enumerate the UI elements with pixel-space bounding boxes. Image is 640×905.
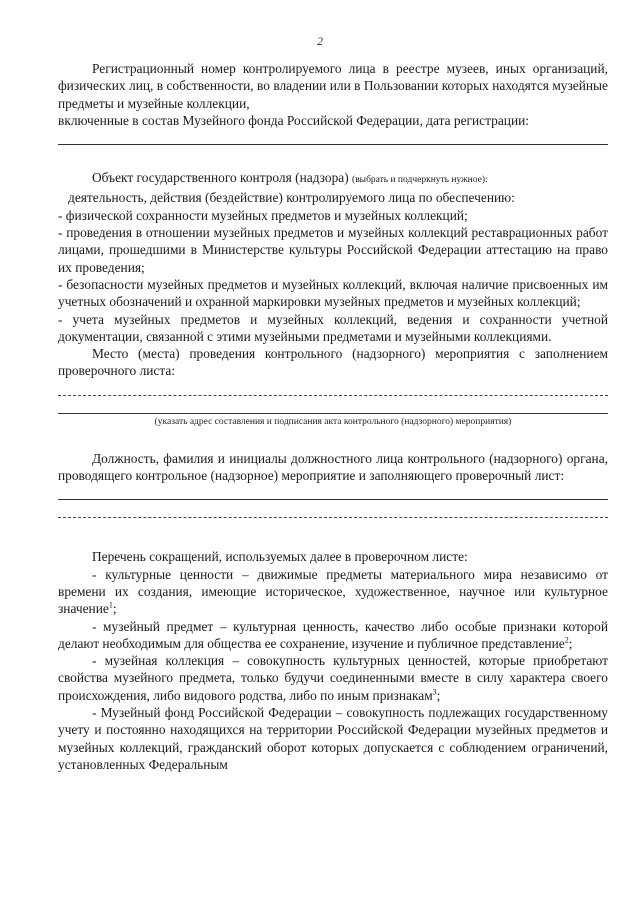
control-object-item: - проведения в отношении музейных предметов и музейных коллекций реставрационных работ лицами, прошедшими в Министерстве культуры Российской Федерации аттестацию на право их проведения; bbox=[58, 225, 608, 275]
official-blank-line[interactable] bbox=[58, 484, 608, 500]
control-object-item: - учета музейных предметов и музейных коллекций, ведения и сохранности учетной документации, связанной с этими музейными предметами и музейными коллекциями. bbox=[58, 311, 608, 344]
control-object-note: (выбрать и подчеркнуть нужное): bbox=[352, 175, 488, 186]
control-object-title: Объект государственного контроля (надзора) bbox=[92, 170, 349, 186]
registration-blank-line[interactable] bbox=[58, 129, 608, 145]
abbreviation-item: - Музейный фонд Российской Федерации – совокупность подлежащих государственному учету и постоянно находящихся на территории Российской Федерации музейных предметов и музейных коллекций, гражданский оборот которых допускается с соблюдением ограничений, установленных Федеральным bbox=[58, 705, 608, 772]
control-object-item: - физической сохранности музейных предметов и музейных коллекций; bbox=[58, 207, 468, 223]
page-number: 2 bbox=[317, 34, 323, 48]
control-object-heading bbox=[58, 169, 608, 189]
place-blank-line[interactable] bbox=[58, 380, 608, 396]
abbreviation-item: - культурные ценности – движимые предметы материального мира независимо от времени их создания, имеющие историческое, художественное, научное или культурное значение$^1$; bbox=[58, 566, 608, 617]
control-object-item: - безопасности музейных предметов и музейных коллекций, включая наличие присвоенных им учетных обозначений и охранной маркировки музейных предметов и музейных коллекций; bbox=[58, 276, 608, 310]
place-blank-line[interactable] bbox=[58, 398, 608, 414]
footnote-ref: 1 bbox=[108, 600, 113, 610]
control-object-intro: деятельность, действия (бездействие) контролируемого лица по обеспечению: bbox=[68, 190, 515, 206]
footnote-ref: 2 bbox=[564, 635, 569, 645]
place-caption: (указать адрес составления и подписания акта контрольного (надзорного) мероприятия) bbox=[154, 416, 512, 427]
abbreviation-item: - музейная коллекция – совокупность культурных ценностей, которые приобретают свойства музейного предмета, только будучи соединенными вместе в силу характера своего происхождения, либо видового родства, либо по иным признакам$^3$; bbox=[58, 653, 608, 703]
place-label: Место (места) проведения контрольного (надзорного) мероприятия с заполнением проверочного листа: bbox=[58, 346, 608, 379]
official-label: Должность, фамилия и инициалы должностного лица контрольного (надзорного) органа, проводящего контрольное (надзорное) мероприятие и заполняющего проверочный лист: bbox=[58, 450, 608, 484]
official-blank-line[interactable] bbox=[58, 502, 608, 518]
footnote-ref: 3 bbox=[432, 687, 437, 697]
abbreviation-item: - музейный предмет – культурная ценность, качество либо особые признаки которой делают необходимым для общества ее сохранение, изучение и публичное представление$^2$; bbox=[58, 618, 608, 651]
registration-date-label: включенные в состав Музейного фонда Российской Федерации, дата регистрации: bbox=[58, 112, 529, 128]
abbreviations-heading: Перечень сокращений, используемых далее в проверочном листе: bbox=[92, 549, 468, 565]
document-body bbox=[58, 60, 608, 773]
registration-text: Регистрационный номер контролируемого лица в реестре музеев, иных организаций, физических лиц, в собственности, во владении или в Пользовании которых находятся музейные предметы и музейные коллекции, bbox=[58, 61, 608, 111]
